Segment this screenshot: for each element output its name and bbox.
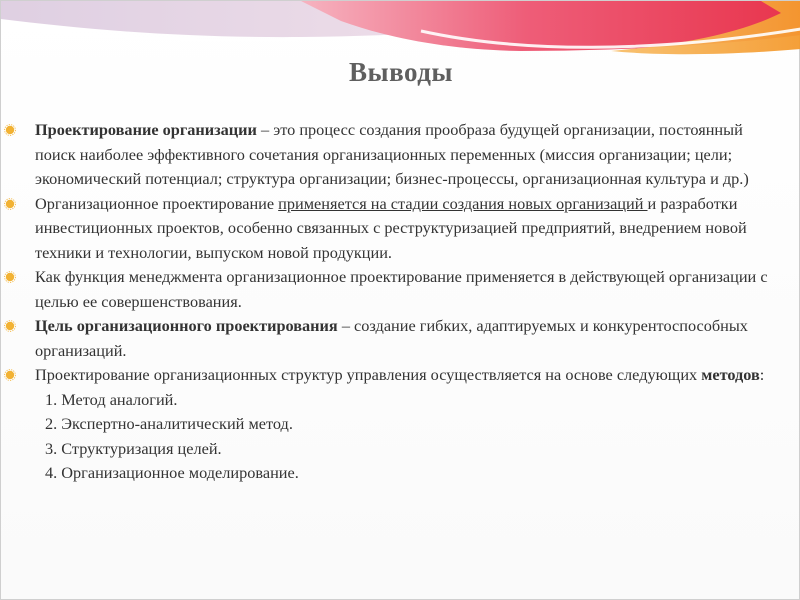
- bold-term: методов: [701, 365, 760, 384]
- list-item: 4. Организационное моделирование.: [45, 463, 299, 482]
- bullet-item-methods: [35, 363, 775, 388]
- bullet-text: и разработки инвестиционных проектов, особенно связанных с реструктуризацией предприятий, внедрением новой техники и технологии, выпуском новой продукции.: [35, 193, 747, 262]
- list-item: 3. Структуризация целей.: [45, 438, 222, 458]
- list-item: 2. Экспертно-аналитический метод.: [45, 414, 293, 433]
- bullet-text: – это процесс создания прообраза будущей организации, постоянный поиск наиболее эффективного сочетания организационных переменных (миссия организации; цели; экономический потенциал; структура организации; бизнес-процессы, организационная культура и др.): [35, 120, 749, 188]
- bullet-item-definition: [35, 118, 775, 192]
- bold-term: Цель организационного проектирования: [35, 316, 338, 335]
- bullet-item-goal: [35, 314, 775, 363]
- slide-title: Выводы: [349, 57, 453, 87]
- bullet-icon: [4, 369, 16, 381]
- bullet-icon: [4, 320, 16, 332]
- underlined-text: применяется на стадии создания новых организаций: [278, 193, 648, 213]
- list-item: 1. Метод аналогий.: [45, 389, 178, 409]
- bullet-icon: [4, 271, 16, 283]
- bullet-item-management-function: [35, 265, 775, 314]
- bullet-text: Организационное проектирование: [35, 193, 279, 213]
- bullet-icon: [4, 198, 16, 210]
- bullet-text: :: [759, 365, 765, 384]
- methods-list: [35, 388, 775, 486]
- bullet-text: Проектирование организационных структур управления осуществляется на основе следующих: [35, 365, 702, 384]
- bullet-icon: [4, 124, 16, 136]
- bullet-item-application: [35, 192, 775, 266]
- bold-term: Проектирование организации: [35, 120, 257, 139]
- bullet-text: Как функция менеджмента организационное проектирование применяется в действующей организации с целью ее совершенствования.: [35, 267, 768, 311]
- slide-content: [35, 118, 775, 486]
- bullet-text: – создание гибких, адаптируемых и конкурентоспособных организаций.: [35, 316, 748, 360]
